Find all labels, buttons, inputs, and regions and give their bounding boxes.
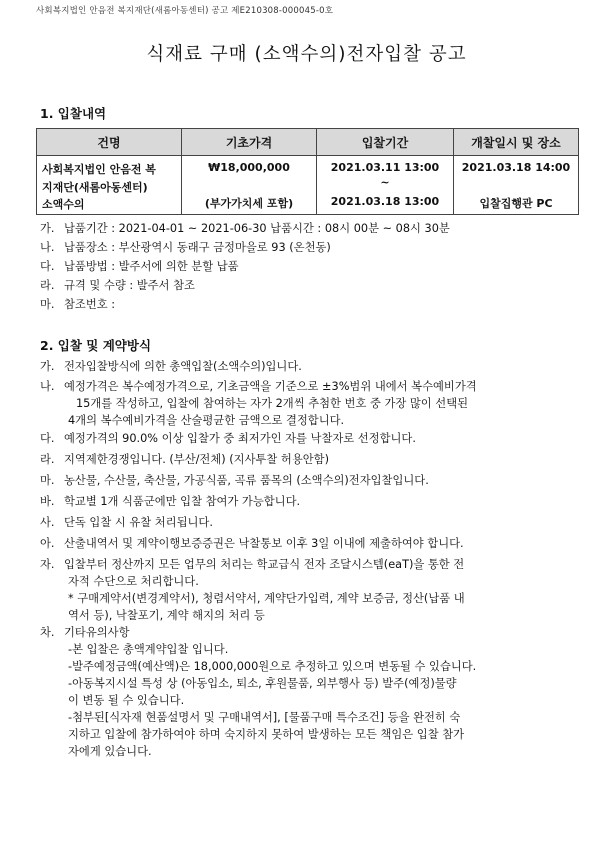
vat-note: (부가가치세 포함) bbox=[204, 197, 294, 210]
list-marker: 다. bbox=[40, 260, 55, 273]
notice-number: 사회복지법인 안음전 복지재단(새롬아동센터) 공고 제E210308-000045-0호 bbox=[36, 6, 334, 16]
list-text: -본 입찰은 총액계약입찰 입니다. bbox=[68, 643, 229, 656]
list-text: 납품장소 : 부산광역시 동래구 금정마을로 93 (온천동) bbox=[64, 241, 331, 254]
list-text: -첨부된[식자재 현품설명서 및 구매내역서], [물품구매 특수조건] 등을 완전히 숙 bbox=[68, 711, 461, 724]
list-text: 농산물, 수산물, 축산물, 가공식품, 곡류 품목의 (소액수의)전자입찰입니다. bbox=[64, 474, 429, 487]
list-marker: 가. bbox=[40, 222, 55, 235]
list-text: 납품방법 : 발주서에 의한 분할 납품 bbox=[64, 260, 239, 273]
list-marker: 차. bbox=[40, 626, 55, 639]
bid-details-table bbox=[36, 128, 579, 215]
list-marker: 사. bbox=[40, 516, 55, 529]
cell-base-price bbox=[182, 156, 317, 215]
col-header-base-price: 기초가격 bbox=[182, 129, 317, 156]
list-text: 기타유의사항 bbox=[64, 626, 130, 639]
period-end: 2021.03.18 13:00 bbox=[330, 195, 440, 208]
period-start: 2021.03.11 13:00 bbox=[330, 161, 440, 174]
list-text: 지하고 입찰에 참가하여야 하며 숙지하지 못하여 발생하는 모든 책임은 입찰 참가 bbox=[68, 728, 465, 741]
list-marker: 라. bbox=[40, 453, 55, 466]
list-text: 납품기간 : 2021-04-01 ~ 2021-06-30 납품시간 : 08시 00분 ~ 08시 30분 bbox=[64, 222, 450, 235]
opening-place: 입찰집행관 PC bbox=[479, 197, 553, 210]
list-marker: 자. bbox=[40, 558, 55, 571]
list-marker: 마. bbox=[40, 298, 55, 311]
cell-item-name bbox=[37, 156, 182, 215]
list-marker: 나. bbox=[40, 380, 55, 393]
period-separator: ~ bbox=[380, 176, 390, 189]
item-name-line: 소액수의 bbox=[42, 198, 85, 211]
list-marker: 나. bbox=[40, 241, 55, 254]
list-text: 입찰부터 정산까지 모든 업무의 처리는 학교급식 전자 조달시스템(eaT)을 통한 전 bbox=[64, 558, 465, 571]
cell-bid-period bbox=[317, 156, 454, 215]
list-marker: 마. bbox=[40, 474, 55, 487]
section-heading-bid-method: 2. 입찰 및 계약방식 bbox=[40, 338, 152, 353]
list-text: 규격 및 수량 : 발주서 참조 bbox=[64, 279, 195, 292]
list-text: 15개를 작성하고, 입찰에 참여하는 자가 2개씩 추첨한 번호 중 가장 많이 선택된 bbox=[76, 397, 469, 410]
list-text: -아동복지시설 특성 상 (아동입소, 퇴소, 후원물품, 외부행사 등) 발주(예정)물량 bbox=[68, 677, 457, 690]
table-header-row bbox=[37, 129, 579, 156]
col-header-bid-period: 입찰기간 bbox=[317, 129, 454, 156]
list-marker: 라. bbox=[40, 279, 55, 292]
section-heading-bid-details: 1. 입찰내역 bbox=[40, 106, 107, 121]
item-name-line: 사회복지법인 안음전 복 bbox=[42, 163, 156, 176]
list-marker: 아. bbox=[40, 537, 55, 550]
page-title: 식재료 구매 (소액수의)전자입찰 공고 bbox=[146, 44, 467, 65]
table-row bbox=[37, 156, 579, 215]
list-text: 산출내역서 및 계약이행보증증권은 낙찰통보 이후 3일 이내에 제출하여야 합니다. bbox=[64, 537, 464, 550]
list-marker: 다. bbox=[40, 432, 55, 445]
list-text: 단독 입찰 시 유찰 처리됩니다. bbox=[64, 516, 213, 529]
list-text: 4개의 복수예비가격을 산술평균한 금액으로 결정합니다. bbox=[68, 414, 345, 427]
cell-opening bbox=[454, 156, 579, 215]
list-text: 학교별 1개 식품군에만 입찰 참여가 가능합니다. bbox=[64, 495, 301, 508]
list-marker: 바. bbox=[40, 495, 55, 508]
list-text: 지역제한경쟁입니다. (부산/전체) (지사투찰 허용안함) bbox=[64, 453, 329, 466]
item-name-line: 지재단(새롬아동센터) bbox=[42, 181, 148, 194]
list-text: 예정가격의 90.0% 이상 입찰가 중 최저가인 자를 낙찰자로 선정합니다. bbox=[64, 432, 416, 445]
list-text: 자에게 있습니다. bbox=[68, 745, 152, 758]
col-header-opening: 개찰일시 및 장소 bbox=[454, 129, 579, 156]
base-price: ₩18,000,000 bbox=[208, 161, 290, 174]
list-text: 이 변동 될 수 있습니다. bbox=[68, 694, 185, 707]
list-text: -발주예정금액(예산액)은 18,000,000원으로 추정하고 있으며 변동될 수 있습니다. bbox=[68, 660, 477, 673]
list-marker: 가. bbox=[40, 360, 55, 373]
list-text: 예정가격은 복수예정가격으로, 기초금액을 기준으로 ±3%범위 내에서 복수예비가격 bbox=[64, 380, 477, 393]
list-text: * 구매계약서(변경계약서), 청렴서약서, 계약단가입력, 계약 보증금, 정산(납품 내 bbox=[68, 592, 465, 605]
list-text: 참조번호 : bbox=[64, 298, 116, 311]
opening-datetime: 2021.03.18 14:00 bbox=[461, 161, 571, 174]
list-text: 자적 수단으로 처리합니다. bbox=[68, 575, 199, 588]
list-text: 전자입찰방식에 의한 총액입찰(소액수의)입니다. bbox=[64, 360, 302, 373]
col-header-item: 건명 bbox=[37, 129, 182, 156]
list-text: 역서 등), 낙찰포기, 계약 해지의 처리 등 bbox=[68, 609, 265, 622]
